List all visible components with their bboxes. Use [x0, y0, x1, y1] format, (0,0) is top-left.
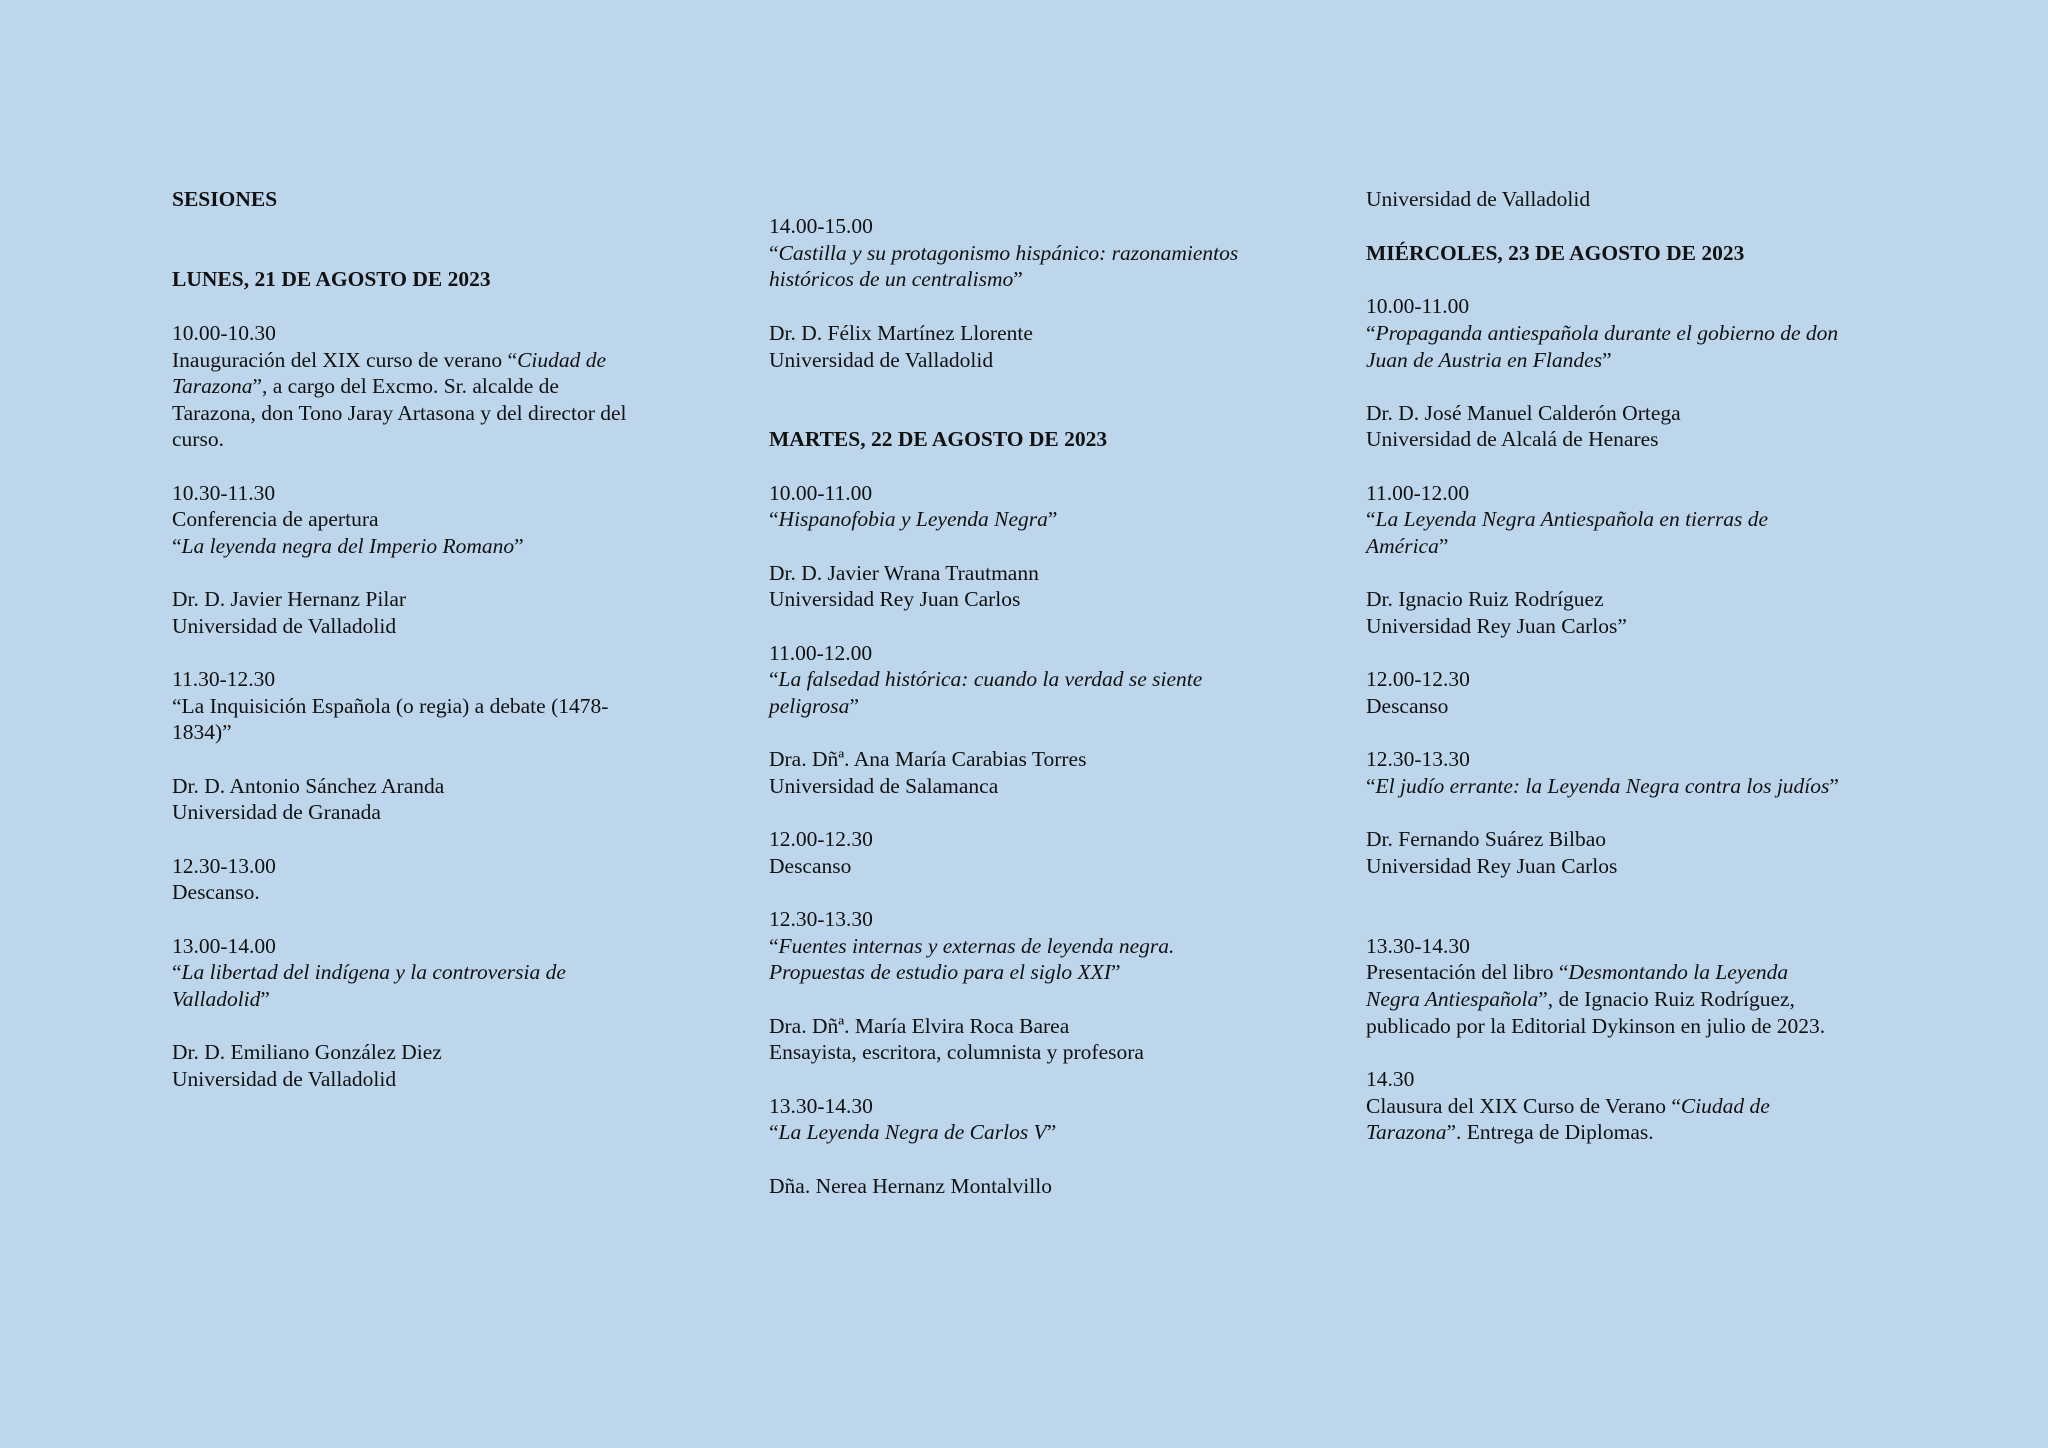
- talk-title-fragment: La leyenda negra del Imperio Romano: [181, 534, 515, 558]
- text-fragment: Ensayista, escritora, columnista y profesora: [769, 1040, 1144, 1064]
- section-heading: MARTES, 22 DE AGOSTO DE 2023: [769, 427, 1108, 451]
- text-fragment: 1834)”: [172, 720, 232, 744]
- text-fragment: ”: [1047, 507, 1058, 531]
- text-line: [172, 347, 702, 374]
- text-line: [1366, 400, 1906, 427]
- text-fragment: 11.30-12.30: [172, 667, 276, 691]
- text-fragment: Universidad de Alcalá de Henares: [1366, 427, 1659, 451]
- text-fragment: Clausura del XIX Curso de Verano “: [1366, 1094, 1681, 1118]
- text-fragment: 10.30-11.30: [172, 481, 276, 505]
- text-fragment: 12.30-13.30: [769, 907, 873, 931]
- text-line: [1366, 959, 1906, 986]
- talk-title-fragment: Negra Antiespañola: [1366, 987, 1539, 1011]
- talk-title-fragment: La Leyenda Negra Antiespañola en tierras de: [1375, 507, 1769, 531]
- text-fragment: “: [769, 1120, 779, 1144]
- text-fragment: ”, a cargo del Excmo. Sr. alcalde de: [252, 374, 559, 398]
- text-fragment: Universidad de Granada: [172, 800, 381, 824]
- text-fragment: Dr. D. Javier Wrana Trautmann: [769, 561, 1039, 585]
- text-line: [1366, 1013, 1906, 1040]
- text-fragment: Dr. D. José Manuel Calderón Ortega: [1366, 401, 1681, 425]
- text-line: [172, 693, 702, 720]
- text-line: [172, 533, 702, 560]
- text-line: [172, 186, 702, 213]
- text-line: [769, 959, 1319, 986]
- text-line: [769, 666, 1319, 693]
- talk-title-fragment: históricos de un centralismo: [769, 267, 1014, 291]
- text-line: [769, 426, 1319, 453]
- text-line: [1366, 533, 1906, 560]
- text-line: [769, 1119, 1319, 1146]
- talk-title-fragment: Tarazona: [172, 374, 253, 398]
- text-line: [172, 799, 702, 826]
- text-fragment: “: [769, 667, 779, 691]
- text-fragment: 10.00-11.00: [769, 481, 873, 505]
- text-line: [172, 986, 702, 1013]
- text-fragment: ”: [1602, 348, 1612, 372]
- text-line: [769, 826, 1319, 853]
- text-fragment: 13.00-14.00: [172, 934, 276, 958]
- text-line: [1366, 1066, 1906, 1093]
- talk-title-fragment: La libertad del indígena y la controversia de: [181, 960, 566, 984]
- talk-title-fragment: peligrosa: [769, 694, 850, 718]
- text-line: [769, 1039, 1319, 1066]
- text-fragment: Universidad de Valladolid: [172, 614, 397, 638]
- text-fragment: Inauguración del XIX curso de verano “: [172, 348, 518, 372]
- talk-title-fragment: Castilla y su protagonismo hispánico: razonamientos: [778, 241, 1239, 265]
- text-fragment: 12.30-13.00: [172, 854, 276, 878]
- text-line: [1366, 613, 1906, 640]
- text-fragment: ”, de Ignacio Ruiz Rodríguez,: [1538, 987, 1795, 1011]
- text-fragment: Universidad de Salamanca: [769, 774, 999, 798]
- talk-title-fragment: Valladolid: [172, 987, 261, 1011]
- text-line: [172, 613, 702, 640]
- text-line: [1366, 773, 1906, 800]
- text-fragment: Dr. D. Emiliano González Diez: [172, 1040, 442, 1064]
- text-line: [1366, 426, 1906, 453]
- text-line: [769, 320, 1319, 347]
- talk-title-fragment: La Leyenda Negra de Carlos V: [778, 1120, 1047, 1144]
- text-line: [769, 266, 1319, 293]
- section-heading: MIÉRCOLES, 23 DE AGOSTO DE 2023: [1366, 241, 1745, 265]
- text-line: [1366, 320, 1906, 347]
- text-fragment: “: [1366, 507, 1376, 531]
- text-line: [769, 480, 1319, 507]
- text-line: [172, 400, 702, 427]
- text-fragment: 11.00-12.00: [769, 641, 873, 665]
- text-line: [172, 933, 702, 960]
- text-line: [172, 506, 702, 533]
- text-line: [1366, 1119, 1906, 1146]
- talk-title-fragment: Hispanofobia y Leyenda Negra: [778, 507, 1048, 531]
- text-fragment: Dra. Dñª. Ana María Carabias Torres: [769, 747, 1087, 771]
- text-line: [172, 959, 702, 986]
- text-line: [1366, 240, 1906, 267]
- text-fragment: Universidad Rey Juan Carlos”: [1366, 614, 1627, 638]
- text-line: [769, 906, 1319, 933]
- text-fragment: ”: [260, 987, 270, 1011]
- text-line: [769, 853, 1319, 880]
- talk-title-fragment: Fuentes internas y externas de leyenda negra.: [778, 934, 1175, 958]
- text-line: [172, 1066, 702, 1093]
- text-fragment: Conferencia de apertura: [172, 507, 379, 531]
- text-line: [769, 213, 1319, 240]
- text-line: [172, 480, 702, 507]
- text-fragment: Descanso: [769, 854, 852, 878]
- text-fragment: 12.30-13.30: [1366, 747, 1470, 771]
- text-line: [172, 373, 702, 400]
- text-fragment: “: [172, 534, 182, 558]
- text-fragment: 10.00-10.30: [172, 321, 276, 345]
- text-fragment: ”: [1110, 960, 1121, 984]
- text-line: [769, 746, 1319, 773]
- text-fragment: Universidad de Valladolid: [1366, 187, 1591, 211]
- text-line: [1366, 666, 1906, 693]
- talk-title-fragment: Ciudad de: [1680, 1094, 1770, 1118]
- text-fragment: ”: [1046, 1120, 1057, 1144]
- text-fragment: Dr. Ignacio Ruiz Rodríguez: [1366, 587, 1604, 611]
- text-fragment: Universidad Rey Juan Carlos: [769, 587, 1021, 611]
- talk-title-fragment: El judío errante: la Leyenda Negra contra los judíos: [1375, 774, 1830, 798]
- text-line: [1366, 826, 1906, 853]
- text-line: [172, 320, 702, 347]
- text-fragment: Dra. Dñª. María Elvira Roca Barea: [769, 1014, 1070, 1038]
- talk-title-fragment: América: [1366, 534, 1439, 558]
- text-fragment: Tarazona, don Tono Jaray Artasona y del director del: [172, 401, 627, 425]
- text-line: [1366, 293, 1906, 320]
- text-line: [769, 586, 1319, 613]
- text-line: [172, 1039, 702, 1066]
- text-line: [1366, 746, 1906, 773]
- text-fragment: curso.: [172, 427, 224, 451]
- talk-title-fragment: Tarazona: [1366, 1120, 1447, 1144]
- text-fragment: publicado por la Editorial Dykinson en julio de 2023.: [1366, 1014, 1826, 1038]
- text-line: [1366, 986, 1906, 1013]
- text-fragment: 13.30-14.30: [1366, 934, 1470, 958]
- text-fragment: “: [769, 934, 779, 958]
- text-fragment: “: [1366, 774, 1376, 798]
- text-line: [1366, 693, 1906, 720]
- talk-title-fragment: Propuestas de estudio para el siglo XXI: [769, 960, 1111, 984]
- text-fragment: ”: [1438, 534, 1449, 558]
- text-fragment: Descanso.: [172, 880, 260, 904]
- text-fragment: 10.00-11.00: [1366, 294, 1470, 318]
- text-fragment: 12.00-12.30: [1366, 667, 1470, 691]
- text-fragment: Presentación del libro “: [1366, 960, 1569, 984]
- text-fragment: “: [769, 507, 779, 531]
- text-line: [769, 933, 1319, 960]
- text-fragment: 14.30: [1366, 1067, 1415, 1091]
- text-fragment: ”: [1829, 774, 1839, 798]
- text-line: [1366, 586, 1906, 613]
- text-line: [1366, 933, 1906, 960]
- text-line: [769, 640, 1319, 667]
- text-line: [172, 586, 702, 613]
- text-line: [172, 266, 702, 293]
- text-fragment: Universidad Rey Juan Carlos: [1366, 854, 1618, 878]
- text-fragment: Universidad de Valladolid: [769, 348, 994, 372]
- text-line: [1366, 480, 1906, 507]
- section-heading: SESIONES: [172, 187, 278, 211]
- text-line: [769, 240, 1319, 267]
- text-fragment: “: [172, 960, 182, 984]
- text-line: [172, 666, 702, 693]
- text-line: [172, 879, 702, 906]
- text-fragment: Dña. Nerea Hernanz Montalvillo: [769, 1174, 1052, 1198]
- text-line: [172, 719, 702, 746]
- text-line: [769, 1093, 1319, 1120]
- text-fragment: Descanso: [1366, 694, 1449, 718]
- talk-title-fragment: Propaganda antiespañola durante el gobierno de don: [1375, 321, 1839, 345]
- text-line: [769, 1013, 1319, 1040]
- text-fragment: ”. Entrega de Diplomas.: [1446, 1120, 1654, 1144]
- text-fragment: Dr. D. Antonio Sánchez Aranda: [172, 774, 445, 798]
- talk-title-fragment: Ciudad de: [517, 348, 607, 372]
- talk-title-fragment: Desmontando la Leyenda: [1568, 960, 1789, 984]
- text-line: [1366, 186, 1906, 213]
- text-line: [1366, 853, 1906, 880]
- text-line: [769, 506, 1319, 533]
- text-fragment: “: [769, 241, 779, 265]
- text-fragment: “La Inquisición Española (o regia) a debate (1478-: [172, 694, 609, 718]
- text-line: [769, 1173, 1319, 1200]
- text-fragment: Dr. D. Félix Martínez Llorente: [769, 321, 1033, 345]
- text-fragment: ”: [514, 534, 524, 558]
- text-fragment: Dr. D. Javier Hernanz Pilar: [172, 587, 407, 611]
- text-fragment: ”: [1013, 267, 1023, 291]
- talk-title-fragment: Juan de Austria en Flandes: [1366, 348, 1603, 372]
- text-line: [1366, 1093, 1906, 1120]
- text-fragment: 14.00-15.00: [769, 214, 873, 238]
- text-fragment: ”: [849, 694, 859, 718]
- text-fragment: “: [1366, 321, 1376, 345]
- text-line: [769, 347, 1319, 374]
- text-line: [172, 426, 702, 453]
- text-fragment: 11.00-12.00: [1366, 481, 1470, 505]
- text-line: [172, 853, 702, 880]
- text-fragment: 13.30-14.30: [769, 1094, 873, 1118]
- text-line: [769, 560, 1319, 587]
- talk-title-fragment: La falsedad histórica: cuando la verdad se siente: [778, 667, 1203, 691]
- text-line: [769, 773, 1319, 800]
- text-fragment: Dr. Fernando Suárez Bilbao: [1366, 827, 1607, 851]
- text-line: [1366, 347, 1906, 374]
- text-fragment: Universidad de Valladolid: [172, 1067, 397, 1091]
- section-heading: LUNES, 21 DE AGOSTO DE 2023: [172, 267, 491, 291]
- text-line: [769, 693, 1319, 720]
- text-line: [172, 773, 702, 800]
- text-fragment: 12.00-12.30: [769, 827, 873, 851]
- text-line: [1366, 506, 1906, 533]
